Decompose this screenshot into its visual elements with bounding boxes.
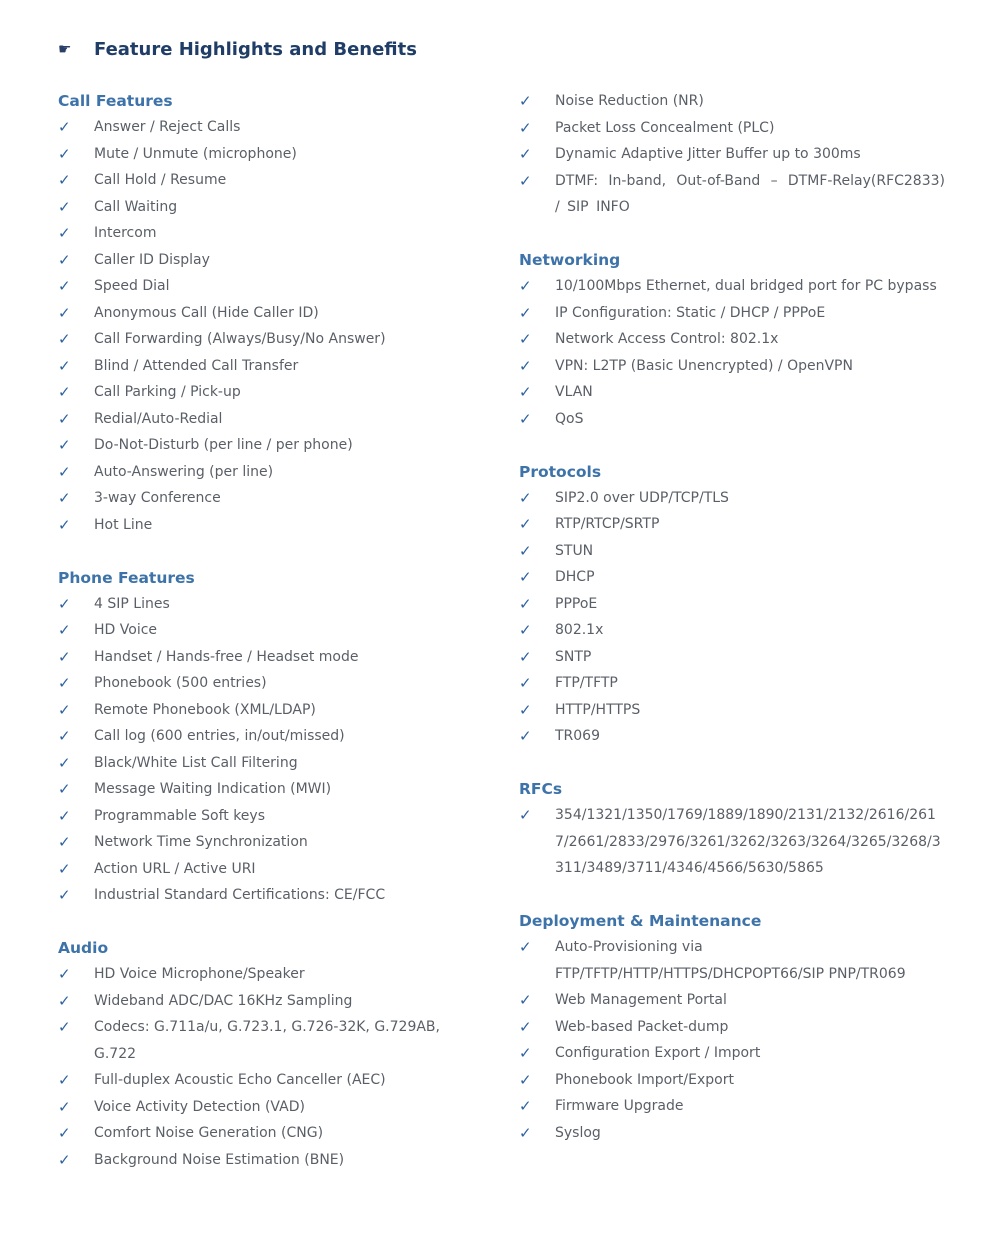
list-item-text: DTMF: In-band, Out-of-Band – DTMF-Relay(RFC2833) / SIP INFO xyxy=(555,172,945,215)
list-item xyxy=(58,273,478,300)
checkmark-icon: ✓ xyxy=(58,1150,71,1169)
list-item-text: Speed Dial xyxy=(94,278,170,294)
list-item xyxy=(519,379,945,406)
checkmark-icon: ✓ xyxy=(58,330,71,348)
list-item-text: Caller ID Display xyxy=(94,251,210,268)
list-item-text: VLAN xyxy=(555,384,593,400)
section-heading-protocols: Protocols xyxy=(519,462,602,481)
list-item xyxy=(519,273,945,300)
checkmark-icon: ✓ xyxy=(58,436,71,454)
list-item-text: Auto-Provisioning via FTP/TFTP/HTTP/HTTPS/DHCPOPT66/SIP PNP/TR069 xyxy=(555,939,906,982)
list-item xyxy=(58,1120,478,1147)
checkmark-icon: ✓ xyxy=(519,330,532,348)
list-item-text: VPN: L2TP (Basic Unencrypted) / OpenVPN xyxy=(555,357,853,374)
list-item-text: HD Voice xyxy=(94,622,158,638)
checkmark-icon: ✓ xyxy=(519,1070,532,1089)
checkmark-icon: ✓ xyxy=(58,197,71,216)
checkmark-icon: ✓ xyxy=(519,383,532,401)
list-item-text: Programmable Soft keys xyxy=(94,807,266,824)
list-item-text: Call Parking / Pick-up xyxy=(94,384,241,400)
checkmark-icon: ✓ xyxy=(58,1071,71,1089)
checkmark-icon: ✓ xyxy=(519,356,532,375)
list-item-text: Industrial Standard Certifications: CE/FCC xyxy=(94,887,386,903)
section-spacer xyxy=(519,750,945,777)
list-item xyxy=(58,459,478,486)
section-heading-rfcs: RFCs xyxy=(519,780,563,798)
checkmark-icon: ✓ xyxy=(58,594,71,613)
list-item-text: Voice Activity Detection (VAD) xyxy=(94,1098,305,1115)
list-item xyxy=(58,617,478,644)
list-item xyxy=(58,803,478,830)
checkmark-icon: ✓ xyxy=(58,118,71,136)
list-item-text: Web Management Portal xyxy=(555,992,727,1008)
checkmark-icon: ✓ xyxy=(58,356,71,375)
checkmark-icon: ✓ xyxy=(519,700,532,719)
list-item xyxy=(58,326,478,353)
checkmark-icon: ✓ xyxy=(519,515,532,533)
list-item-text: TR069 xyxy=(555,728,601,744)
checkmark-icon: ✓ xyxy=(519,806,532,824)
checkmark-icon: ✓ xyxy=(519,621,532,639)
list-item-text: Syslog xyxy=(555,1124,601,1141)
list-item xyxy=(58,379,478,406)
section-networking xyxy=(519,247,945,432)
checkmark-icon: ✓ xyxy=(58,727,71,745)
list-item-text: Codecs: G.711a/u, G.723.1, G.726-32K, G.729AB, G.722 xyxy=(94,1019,440,1062)
checkmark-icon: ✓ xyxy=(58,144,71,163)
checkmark-icon: ✓ xyxy=(58,1018,71,1036)
checkmark-icon: ✓ xyxy=(519,991,532,1009)
list-item xyxy=(58,644,478,671)
list-item-text: Firmware Upgrade xyxy=(555,1098,684,1114)
section-spacer xyxy=(58,538,478,565)
checkmark-icon: ✓ xyxy=(519,303,532,322)
checkmark-icon: ✓ xyxy=(58,171,71,189)
section-heading-audio: Audio xyxy=(58,939,109,957)
list-item xyxy=(58,114,478,141)
list-item-text: IP Configuration: Static / DHCP / PPPoE xyxy=(555,304,826,321)
list-item-text: Full-duplex Acoustic Echo Canceller (AEC) xyxy=(94,1072,386,1088)
list-item xyxy=(58,829,478,856)
section-protocols xyxy=(519,459,945,750)
list-item xyxy=(519,564,945,591)
list-item xyxy=(519,1120,945,1147)
checkmark-icon: ✓ xyxy=(58,700,71,719)
section-rfcs xyxy=(519,776,945,882)
list-item-text: Redial/Auto-Redial xyxy=(94,410,223,427)
list-item-text: Background Noise Estimation (BNE) xyxy=(94,1151,345,1168)
list-item-text: Phonebook Import/Export xyxy=(555,1071,734,1088)
list-item-text: Packet Loss Concealment (PLC) xyxy=(555,119,775,136)
checkmark-icon: ✓ xyxy=(58,1124,71,1142)
list-item xyxy=(519,591,945,618)
checkmark-icon: ✓ xyxy=(519,488,532,507)
list-item-text: 10/100Mbps Ethernet, dual bridged port for PC bypass xyxy=(555,278,937,294)
list-item xyxy=(58,220,478,247)
list-item-text: Remote Phonebook (XML/LDAP) xyxy=(94,701,316,718)
checkmark-icon: ✓ xyxy=(519,1044,532,1062)
list-item xyxy=(58,406,478,433)
list-item xyxy=(58,432,478,459)
section-spacer xyxy=(519,882,945,909)
list-item xyxy=(519,538,945,565)
list-item xyxy=(519,802,945,882)
checkmark-icon: ✓ xyxy=(519,647,532,666)
list-item xyxy=(58,141,478,168)
section-call-features xyxy=(58,88,478,538)
list-item-text: Action URL / Active URI xyxy=(94,860,256,877)
checkmark-icon: ✓ xyxy=(58,886,71,904)
list-item-text: Web-based Packet-dump xyxy=(555,1018,729,1035)
list-item-text: STUN xyxy=(555,542,594,559)
list-item-text: 802.1x xyxy=(555,622,604,638)
list-item xyxy=(58,247,478,274)
checkmark-icon: ✓ xyxy=(519,277,532,295)
section-phone-features xyxy=(58,565,478,909)
checkmark-icon: ✓ xyxy=(58,965,71,983)
list-item-text: Phonebook (500 entries) xyxy=(94,675,267,691)
checkmark-icon: ✓ xyxy=(58,806,71,825)
list-item xyxy=(58,167,478,194)
list-item-text: Message Waiting Indication (MWI) xyxy=(94,781,332,797)
list-item xyxy=(519,934,945,987)
list-item xyxy=(519,406,945,433)
list-item-text: 354/1321/1350/1769/1889/1890/2131/2132/2616/2617/2661/2833/2976/3261/3262/3263/3264/3265/3268/3311/3489/3711/4346/4566/5630/5865 xyxy=(555,807,941,876)
list-item-text: Call log (600 entries, in/out/missed) xyxy=(94,728,345,744)
list-item-text: SIP2.0 over UDP/TCP/TLS xyxy=(555,489,729,506)
list-item-text: Answer / Reject Calls xyxy=(94,119,241,135)
page-title xyxy=(58,36,417,62)
list-item xyxy=(519,723,945,750)
section-audio-continued xyxy=(519,88,945,221)
list-item-text: 4 SIP Lines xyxy=(94,595,170,612)
list-item xyxy=(58,961,478,988)
list-item xyxy=(58,988,478,1015)
list-item xyxy=(519,1014,945,1041)
list-item-text: Wideband ADC/DAC 16KHz Sampling xyxy=(94,992,353,1009)
list-item-text: Network Time Synchronization xyxy=(94,834,308,850)
list-item-text: Dynamic Adaptive Jitter Buffer up to 300ms xyxy=(555,146,861,162)
list-item xyxy=(58,353,478,380)
section-heading-networking: Networking xyxy=(519,251,621,269)
list-item xyxy=(58,670,478,697)
list-item-text: Call Waiting xyxy=(94,198,178,215)
checkmark-icon: ✓ xyxy=(58,224,71,242)
checkmark-icon: ✓ xyxy=(58,991,71,1010)
checkmark-icon: ✓ xyxy=(519,145,532,163)
list-item-text: Network Access Control: 802.1x xyxy=(555,331,779,347)
checkmark-icon: ✓ xyxy=(58,303,71,322)
list-item-text: Mute / Unmute (microphone) xyxy=(94,145,297,162)
checkmark-icon: ✓ xyxy=(58,780,71,798)
checkmark-icon: ✓ xyxy=(519,727,532,745)
checkmark-icon: ✓ xyxy=(58,1097,71,1116)
checkmark-icon: ✓ xyxy=(519,568,532,586)
checkmark-icon: ✓ xyxy=(519,541,532,560)
list-item xyxy=(519,300,945,327)
section-spacer xyxy=(519,432,945,459)
checkmark-icon: ✓ xyxy=(58,277,71,295)
checkmark-icon: ✓ xyxy=(58,753,71,772)
section-heading-call-features: Call Features xyxy=(58,92,173,110)
list-item xyxy=(519,168,945,221)
page-title-text: Feature Highlights and Benefits xyxy=(94,38,417,60)
list-item xyxy=(58,300,478,327)
section-spacer xyxy=(58,909,478,936)
list-item-text: 3-way Conference xyxy=(94,490,221,506)
list-item-text: Intercom xyxy=(94,225,157,241)
list-item-text: Handset / Hands-free / Headset mode xyxy=(94,648,359,665)
checkmark-icon: ✓ xyxy=(58,674,71,692)
list-item xyxy=(58,882,478,909)
list-item-text: Auto-Answering (per line) xyxy=(94,463,274,480)
list-item xyxy=(519,485,945,512)
list-item-text: Hot Line xyxy=(94,516,153,533)
list-item-text: HD Voice Microphone/Speaker xyxy=(94,966,305,982)
checkmark-icon: ✓ xyxy=(58,859,71,878)
checkmark-icon: ✓ xyxy=(58,621,71,639)
checkmark-icon: ✓ xyxy=(58,409,71,428)
checkmark-icon: ✓ xyxy=(519,594,532,613)
list-item xyxy=(519,1067,945,1094)
list-item xyxy=(58,750,478,777)
list-item-text: DHCP xyxy=(555,569,595,585)
list-item-text: Call Forwarding (Always/Busy/No Answer) xyxy=(94,331,386,347)
checkmark-icon: ✓ xyxy=(58,833,71,851)
checkmark-icon: ✓ xyxy=(519,674,532,692)
list-item-text: Comfort Noise Generation (CNG) xyxy=(94,1125,324,1141)
list-item-text: PPPoE xyxy=(555,595,598,612)
checkmark-icon: ✓ xyxy=(519,1097,532,1115)
list-item-text: QoS xyxy=(555,410,584,427)
list-item xyxy=(519,697,945,724)
list-item-text: Do-Not-Disturb (per line / per phone) xyxy=(94,437,353,453)
list-item xyxy=(519,115,945,142)
checkmark-icon: ✓ xyxy=(58,383,71,401)
checkmark-icon: ✓ xyxy=(519,118,532,137)
left-column xyxy=(58,88,478,1173)
list-item xyxy=(58,1147,478,1174)
list-item xyxy=(58,776,478,803)
list-item-text: Call Hold / Resume xyxy=(94,172,227,188)
checkmark-icon: ✓ xyxy=(519,1017,532,1036)
list-item xyxy=(58,856,478,883)
list-item xyxy=(58,697,478,724)
checkmark-icon: ✓ xyxy=(58,250,71,269)
list-item xyxy=(519,670,945,697)
list-item xyxy=(519,987,945,1014)
list-item xyxy=(519,511,945,538)
list-item xyxy=(519,617,945,644)
list-item-text: Noise Reduction (NR) xyxy=(555,93,704,109)
list-item-text: RTP/RTCP/SRTP xyxy=(555,516,660,532)
list-item-text: FTP/TFTP xyxy=(555,675,618,691)
list-item-text: SNTP xyxy=(555,648,592,665)
checkmark-icon: ✓ xyxy=(58,462,71,481)
list-item xyxy=(519,353,945,380)
list-item xyxy=(58,1014,478,1067)
section-spacer xyxy=(519,221,945,248)
list-item-text: Blind / Attended Call Transfer xyxy=(94,357,299,374)
list-item-text: Configuration Export / Import xyxy=(555,1045,761,1061)
checkmark-icon: ✓ xyxy=(58,515,71,534)
list-item xyxy=(58,485,478,512)
list-item xyxy=(58,1067,478,1094)
section-audio xyxy=(58,935,478,1173)
list-item xyxy=(519,141,945,168)
checkmark-icon: ✓ xyxy=(519,409,532,428)
list-item-text: HTTP/HTTPS xyxy=(555,701,641,718)
list-item xyxy=(58,194,478,221)
list-item xyxy=(519,1040,945,1067)
list-item xyxy=(519,88,945,115)
section-heading-deployment-and-maintenance: Deployment & Maintenance xyxy=(519,912,762,930)
checkmark-icon: ✓ xyxy=(519,92,532,110)
list-item xyxy=(519,326,945,353)
pointing-hand-icon: ☛ xyxy=(58,40,72,58)
checkmark-icon: ✓ xyxy=(58,647,71,666)
list-item xyxy=(58,591,478,618)
checkmark-icon: ✓ xyxy=(519,938,532,956)
list-item xyxy=(58,723,478,750)
list-item xyxy=(58,512,478,539)
right-column xyxy=(519,88,945,1146)
checkmark-icon: ✓ xyxy=(519,1123,532,1142)
list-item-text: Anonymous Call (Hide Caller ID) xyxy=(94,304,319,321)
checkmark-icon: ✓ xyxy=(58,489,71,507)
list-item xyxy=(519,1093,945,1120)
list-item xyxy=(519,644,945,671)
section-deployment-and-maintenance xyxy=(519,908,945,1146)
section-heading-phone-features: Phone Features xyxy=(58,568,195,587)
list-item-text: Black/White List Call Filtering xyxy=(94,754,298,771)
checkmark-icon: ✓ xyxy=(519,171,532,190)
list-item xyxy=(58,1094,478,1121)
